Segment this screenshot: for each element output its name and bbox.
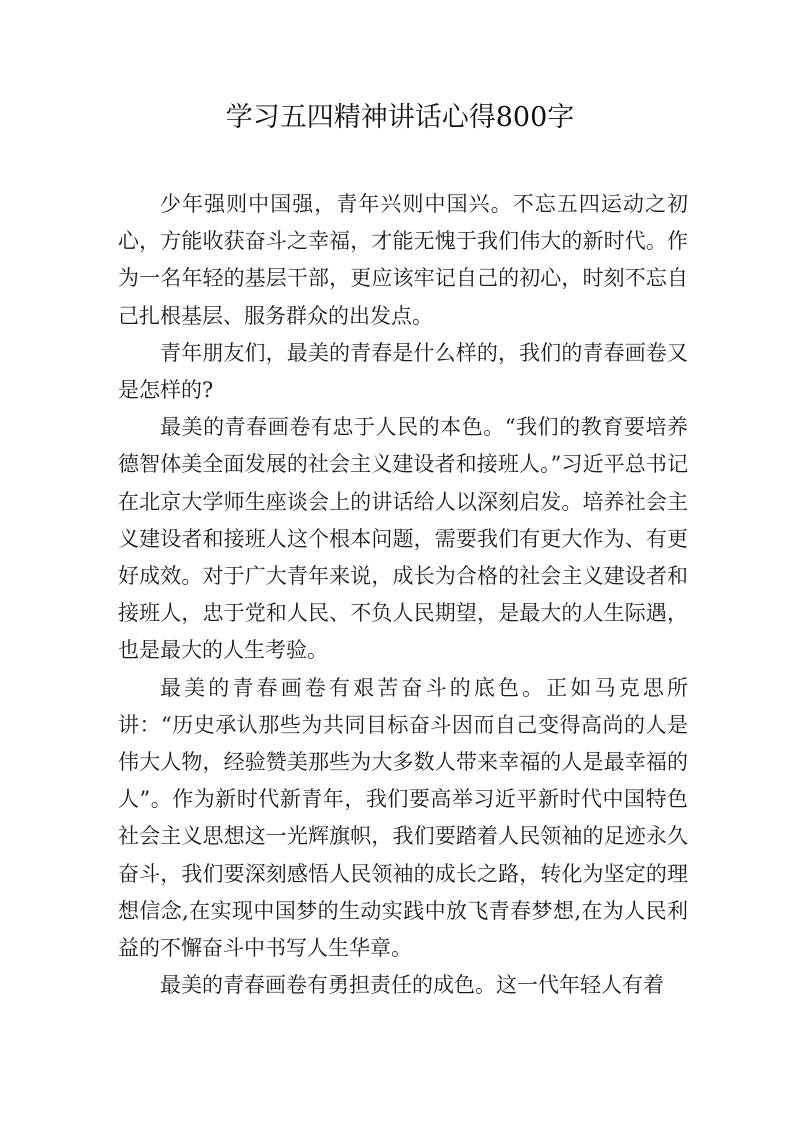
paragraph-4: 最美的青春画卷有艰苦奋斗的底色。正如马克思所讲：“历史承认那些为共同目标奋斗因而自己变得高尚的人是伟大人物，经验赞美那些为大多数人带来幸福的人是最幸福的人”。作为新时代新青年，我们要高举习近平新时代中国特色社会主义思想这一光辉旗帜，我们要踏着人民领袖的足迹永久奋斗，我们要深刻感悟人民领袖的成长之路，转化为坚定的理想信念,在实现中国梦的生动实践中放飞青春梦想,在为人民利益的不懈奋斗中书写人生华章。 [118,675,688,961]
paragraph-5: 最美的青春画卷有勇担责任的成色。这一代年轻人有着 [160,973,664,998]
document-body [118,186,688,1004]
paragraph-1: 少年强则中国强，青年兴则中国兴。不忘五四运动之初心，方能收获奋斗之幸福，才能无愧于我们伟大的新时代。作为一名年轻的基层干部，更应该牢记自己的初心，时刻不忘自己扎根基层、服务群众的出发点。 [118,192,688,328]
paragraph-2: 青年朋友们，最美的青春是什么样的，我们的青春画卷又是怎样的? [118,340,688,403]
paragraph-3: 最美的青春画卷有忠于人民的本色。“我们的教育要培养德智体美全面发展的社会主义建设者和接班人。”习近平总书记在北京大学师生座谈会上的讲话给人以深刻启发。培养社会主义建设者和接班人这个根本问题，需要我们有更大作为、有更好成效。对于广大青年来说，成长为合格的社会主义建设者和接班人，忠于党和人民、不负人民期望，是最大的人生际遇，也是最大的人生考验。 [118,415,688,663]
document-title: 学习五四精神讲话心得800字 [225,102,575,133]
